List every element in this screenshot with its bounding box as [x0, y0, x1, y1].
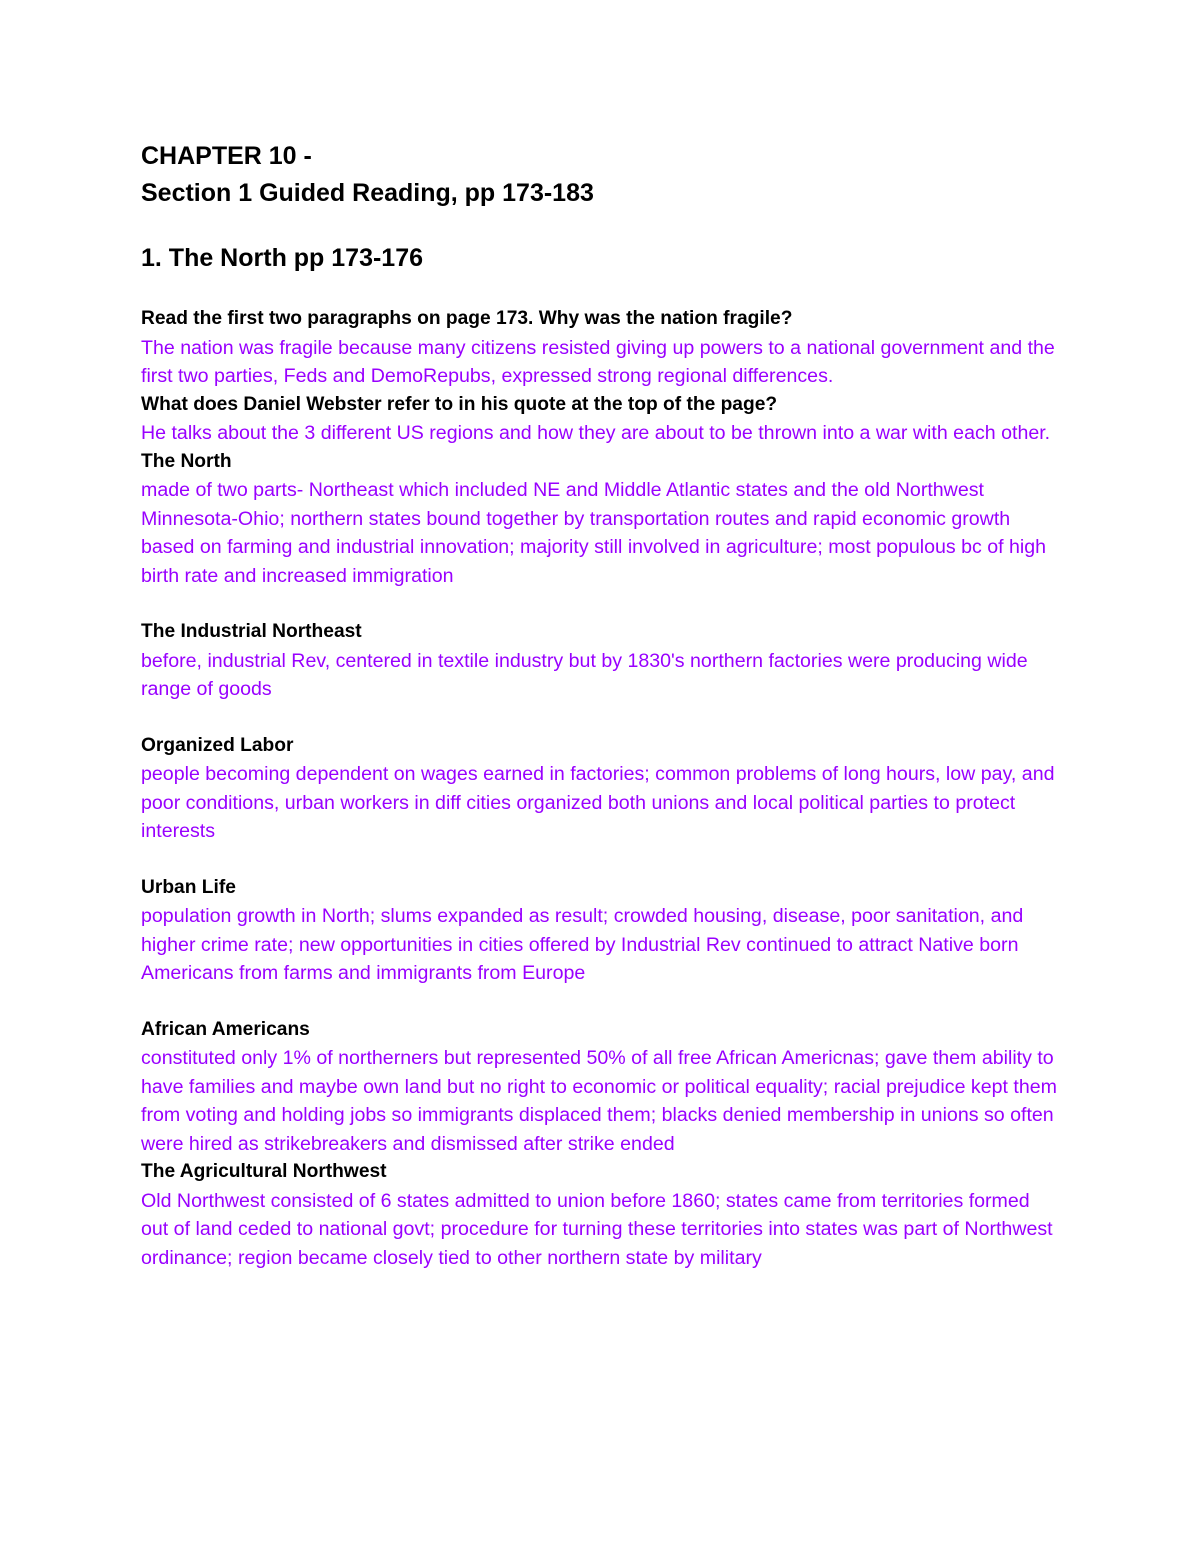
- section-heading: Organized Labor: [141, 734, 294, 756]
- answer-text: people becoming dependent on wages earned in factories; common problems of long hours, low pay, and poor conditions, urban workers in diff cities organized both unions and local political parties to protect interests: [141, 763, 1055, 842]
- entry-urban-life: [141, 874, 1061, 988]
- section-heading: African Americans: [141, 1018, 310, 1040]
- document-page: [141, 138, 1061, 1272]
- entry-the-north: [141, 448, 1061, 591]
- answer-text: population growth in North; slums expanded as result; crowded housing, disease, poor sanitation, and higher crime rate; new opportunities in cities offered by Industrial Rev continued to attract Native born Americans from farms and immigrants from Europe: [141, 905, 1024, 984]
- question-heading: What does Daniel Webster refer to in his quote at the top of the page?: [141, 393, 778, 415]
- entry-african-americans: [141, 1016, 1061, 1159]
- entry-industrial-northeast: [141, 618, 1061, 704]
- answer-text: He talks about the 3 different US regions and how they are about to be thrown into a war with each other.: [141, 422, 1051, 444]
- section-heading: The Agricultural Northwest: [141, 1161, 387, 1182]
- entry-organized-labor: [141, 732, 1061, 846]
- answer-text: before, industrial Rev, centered in textile industry but by 1830's northern factories were producing wide range of goods: [141, 649, 1028, 700]
- chapter-title: CHAPTER 10 -: [141, 142, 312, 170]
- section-title: Section 1 Guided Reading, pp 173-183: [141, 179, 594, 207]
- answer-text: constituted only 1% of northerners but represented 50% of all free African Americnas; gave them ability to have families and maybe own land but no right to economic or political equality; racial prejudice kept them from voting and holding jobs so immigrants displaced them; blacks denied membership in unions so often were hired as strikebreakers and dismissed after strike ended: [141, 1047, 1057, 1155]
- section-heading: Urban Life: [141, 876, 236, 898]
- entry-daniel-webster: [141, 391, 1061, 448]
- entry-agricultural-northwest: [141, 1158, 1061, 1272]
- question-heading: Read the first two paragraphs on page 173. Why was the nation fragile?: [141, 308, 793, 329]
- answer-text: made of two parts- Northeast which included NE and Middle Atlantic states and the old Northwest Minnesota-Ohio; northern states bound together by transportation routes and rapid economic growth based on farming and industrial innovation; majority still involved in agriculture; most populous bc of high birth rate and increased immigration: [141, 479, 1047, 587]
- answer-text: The nation was fragile because many citizens resisted giving up powers to a national government and the first two parties, Feds and DemoRepubs, expressed strong regional differences.: [141, 336, 1055, 387]
- section-heading: The North: [141, 450, 232, 472]
- section-heading: The Industrial Northeast: [141, 621, 362, 642]
- entry-nation-fragile: [141, 305, 1061, 391]
- answer-text: Old Northwest consisted of 6 states admitted to union before 1860; states came from territories formed out of land ceded to national govt; procedure for turning these territories into states was part of Northwest ordinance; region became closely tied to other northern state by military: [141, 1189, 1053, 1269]
- subsection-title: 1. The North pp 173-176: [141, 244, 424, 272]
